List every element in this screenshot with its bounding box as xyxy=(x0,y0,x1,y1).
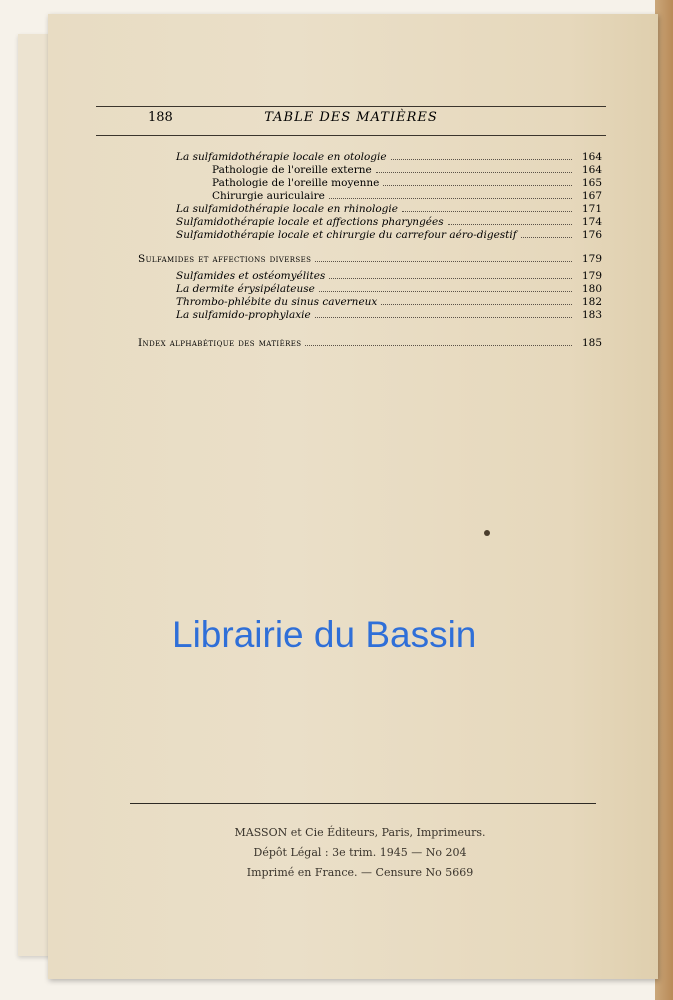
toc-entry xyxy=(212,164,602,176)
toc-leader-dots xyxy=(315,309,572,318)
toc-entry-page: 164 xyxy=(581,164,602,176)
toc-entry-page: 182 xyxy=(581,296,602,308)
toc-entry-label: Sulfamides et ostéomyélites xyxy=(176,270,326,282)
toc-section-label: Sulfamides et affections diverses xyxy=(138,253,312,265)
toc-leader-dots xyxy=(391,151,572,160)
toc-entry-page: 183 xyxy=(581,309,602,321)
watermark-text: Librairie du Bassin xyxy=(172,614,477,655)
imprint-printed-in: Imprimé en France. — Censure No 5669 xyxy=(246,866,474,879)
toc-entry-label: Thrombo-phlébite du sinus caverneux xyxy=(176,296,378,308)
toc-leader-dots xyxy=(521,229,572,238)
toc-entry xyxy=(176,270,602,282)
page-number: 188 xyxy=(148,110,173,125)
toc-entry xyxy=(212,177,602,189)
toc-entry xyxy=(176,203,602,215)
toc-leader-dots xyxy=(381,296,572,305)
toc-entry-label: La sulfamidothérapie locale en otologie xyxy=(176,151,387,163)
toc-leader-dots xyxy=(329,270,572,279)
footer-rule xyxy=(130,803,596,804)
toc-entry-page: 164 xyxy=(581,151,602,163)
page-header xyxy=(96,106,606,136)
imprint-publisher: MASSON et Cie Éditeurs, Paris, Imprimeurs. xyxy=(234,826,486,839)
toc-leader-dots xyxy=(383,177,572,186)
toc-entry xyxy=(176,296,602,308)
toc-entry-label: Sulfamidothérapie locale et chirurgie du carrefour aéro-digestif xyxy=(176,229,517,241)
toc-entry-label: La sulfamido-prophylaxie xyxy=(176,309,311,321)
toc-entry xyxy=(176,309,602,321)
toc-leader-dots xyxy=(329,190,572,199)
imprint-legal-deposit: Dépôt Légal : 3e trim. 1945 — No 204 xyxy=(253,846,467,859)
toc-entry-label: Sulfamidothérapie locale et affections pharyngées xyxy=(176,216,444,228)
toc-entry-page: 171 xyxy=(581,203,602,215)
toc-entry-label: La dermite érysipélateuse xyxy=(176,283,315,295)
toc-entry-page: 185 xyxy=(581,337,602,349)
toc-entry-label: La sulfamidothérapie locale en rhinologie xyxy=(176,203,398,215)
toc-leader-dots xyxy=(376,164,572,173)
toc-entry-page: 165 xyxy=(581,177,602,189)
toc-entry-label: Chirurgie auriculaire xyxy=(212,190,325,202)
toc-entry-label: Pathologie de l'oreille moyenne xyxy=(212,177,380,189)
toc-leader-dots xyxy=(448,216,572,225)
toc-entry xyxy=(176,151,602,163)
toc-leader-dots xyxy=(319,283,572,292)
page-title: TABLE DES MATIÈRES xyxy=(264,110,438,125)
toc-entry-page: 179 xyxy=(581,270,602,282)
toc-entry xyxy=(176,229,602,241)
toc-entry-page: 179 xyxy=(581,253,602,265)
toc-entry-page: 174 xyxy=(581,216,602,228)
toc-section xyxy=(138,253,602,265)
toc-leader-dots xyxy=(402,203,572,212)
ink-spot xyxy=(484,530,490,536)
toc-entry-page: 180 xyxy=(581,283,602,295)
toc-entry xyxy=(176,216,602,228)
toc-section xyxy=(138,337,602,349)
toc-leader-dots xyxy=(315,253,572,262)
toc-entry-page: 167 xyxy=(581,190,602,202)
toc-entry xyxy=(212,190,602,202)
toc-entry xyxy=(176,283,602,295)
toc-entry-page: 176 xyxy=(581,229,602,241)
toc-leader-dots xyxy=(305,337,572,346)
toc-section-label: Index alphabétique des matières xyxy=(138,337,302,349)
toc-entry-label: Pathologie de l'oreille externe xyxy=(212,164,372,176)
